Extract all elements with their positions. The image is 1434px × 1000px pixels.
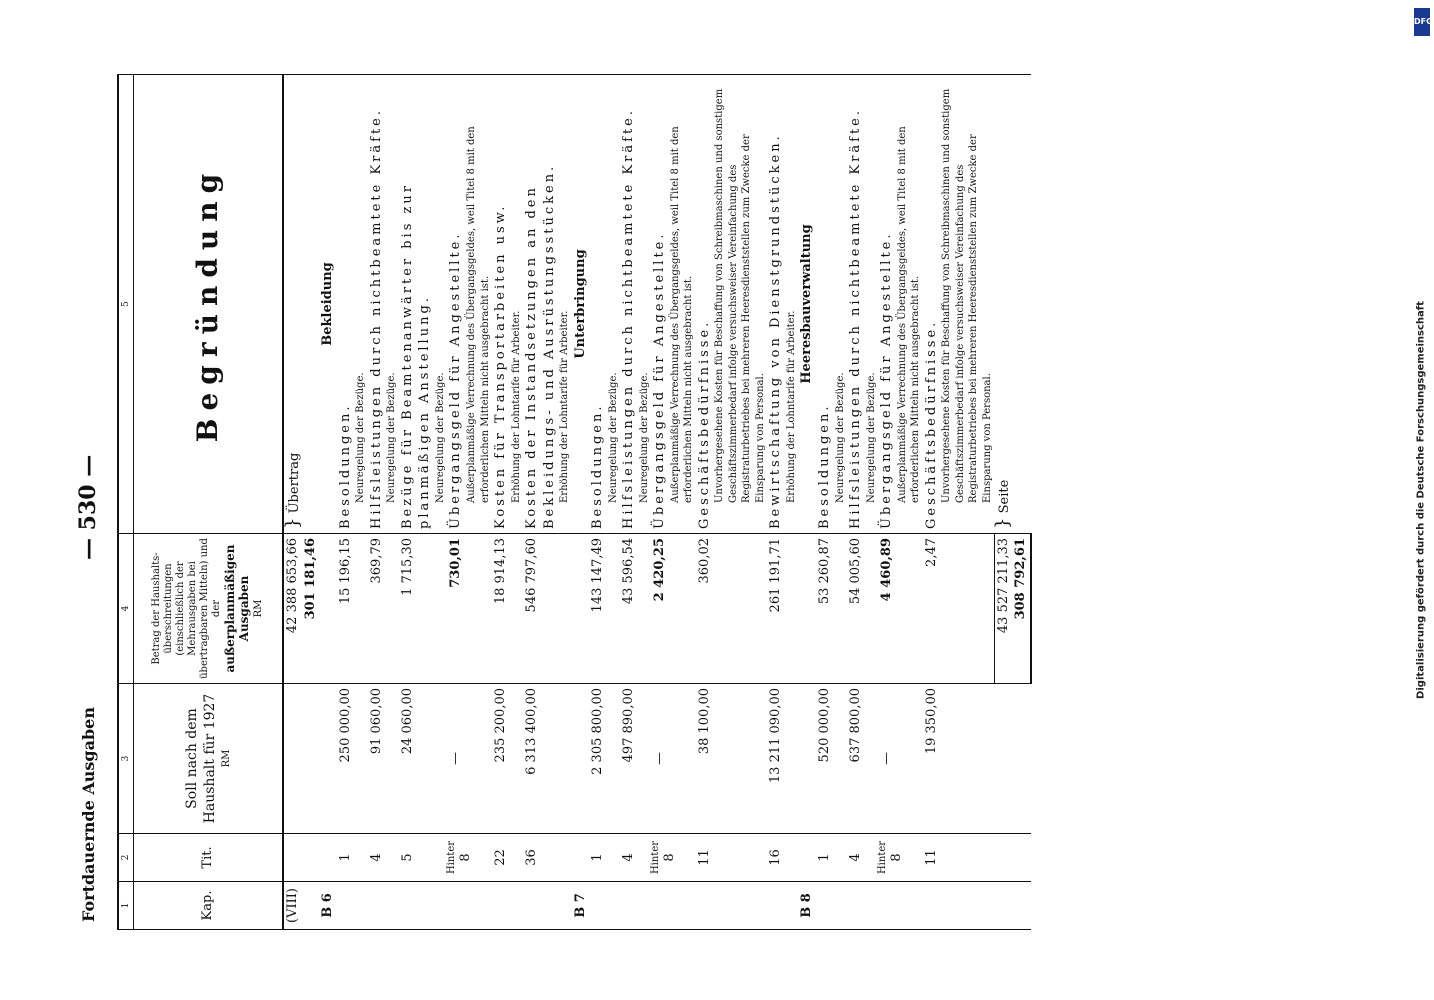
- row-text: Übergangsgeld für Angestellte.: [652, 231, 668, 529]
- text-cell: [847, 75, 878, 534]
- betrag-cell: 546 797,60: [523, 534, 572, 684]
- column-number: 3: [118, 684, 134, 834]
- text-cell: [523, 75, 572, 534]
- totals-row: [994, 75, 1031, 930]
- betrag-cell: [572, 534, 590, 684]
- header-kap-label: Kap.: [200, 890, 216, 921]
- header-soll: [134, 684, 284, 834]
- brace-icon: }: [282, 517, 304, 529]
- soll-cell: 497 890,00: [620, 684, 651, 834]
- text-cell: [994, 75, 1031, 534]
- betrag-value-bold: 301 181,46: [302, 538, 318, 620]
- tit-cell: 1: [589, 834, 620, 882]
- kap-cell: [651, 882, 696, 930]
- table-row: [337, 75, 368, 930]
- soll-cell: [798, 684, 816, 834]
- row-note: Außerplanmäßige Verrechnung des Übergangsgeldes, weil Titel 8 mit den erforderlichen Mitteln nicht ausgebracht ist.: [669, 126, 695, 503]
- betrag-cell: 2 420,25: [651, 534, 696, 684]
- section-heading: Bekleidung: [319, 75, 337, 534]
- betrag-cell: 143 147,49: [589, 534, 620, 684]
- betrag-cell: 2,47: [923, 534, 995, 684]
- row-note: Erhöhung der Lohntarife für Arbeiter.: [785, 310, 797, 503]
- hinter-label: Hinter: [446, 840, 458, 875]
- table-row: [696, 75, 768, 930]
- row-text: Geschäftsbedürfnisse.: [923, 319, 939, 529]
- table-row: [923, 75, 995, 930]
- kap-value: B 6: [320, 893, 336, 918]
- text-cell: [283, 75, 319, 534]
- table-row: [589, 75, 620, 930]
- page-header: [17, 50, 112, 950]
- header-betrag-label: Betrag der Haushalts-überschreitungen (einschließlich der Mehrausgaben bei übertragbaren Mitteln) und der: [151, 538, 222, 679]
- budget-table: [117, 74, 1032, 930]
- section-title: Fortdauernde Ausgaben: [79, 707, 98, 922]
- kap-value: B 7: [572, 893, 588, 918]
- header-betrag-label-bold: außerplanmäßigen Ausgaben: [223, 544, 252, 673]
- row-text: Hilfsleistungen durch nichtbeamtete Kräfte.: [621, 107, 637, 529]
- row-note: Neuregelung der Bezüge.: [386, 372, 398, 503]
- text-cell: [878, 75, 923, 534]
- header-kap: [134, 882, 284, 930]
- tit-cell: 5: [399, 834, 448, 882]
- header-soll-unit: RM: [221, 749, 233, 768]
- page-number: — 530 —: [75, 454, 101, 560]
- brace-icon: }: [992, 517, 1014, 529]
- header-begruendung-label: Begründung: [191, 165, 225, 443]
- kap-cell: (VIII): [283, 882, 319, 930]
- kap-cell: [816, 882, 847, 930]
- row-text: Geschäftsbedürfnisse.: [696, 319, 712, 529]
- soll-cell: 235 200,00: [492, 684, 523, 834]
- totals-text: Seite: [997, 479, 1013, 514]
- kap-cell: [368, 882, 399, 930]
- header-soll-label: Soll nach dem Haushalt für 1927: [183, 693, 219, 824]
- row-note: Unvorhergesehene Kosten für Beschaffung von Schreibmaschinen und sonstigem Geschäftszimmerbedarf infolge versuchsweiser Vereinfachung des Registraturbetriebes bei mehreren Heeresdienststellen zum Zwecke der Einsparung von Personal.: [714, 88, 766, 503]
- text-cell: [589, 75, 620, 534]
- credit-text: Digitalisierung gefördert durch die Deutsche Forschungsgemeinschaft: [1415, 301, 1427, 699]
- kap-cell: [696, 882, 768, 930]
- table-row: [878, 75, 923, 930]
- text-cell: [368, 75, 399, 534]
- betrag-cell: 54 005,60: [847, 534, 878, 684]
- dfg-logo: DFG: [1414, 8, 1430, 36]
- kap-cell: [620, 882, 651, 930]
- tit-cell: 22: [492, 834, 523, 882]
- table-row: [798, 75, 816, 930]
- digitization-credit: [1410, 10, 1432, 990]
- tit-value: 8: [889, 853, 905, 862]
- row-text: Kosten für Transportarbeiten usw.: [493, 203, 509, 529]
- header-begruendung: [134, 75, 284, 534]
- text-cell: [337, 75, 368, 534]
- betrag-cell: [319, 534, 337, 684]
- table-row: [620, 75, 651, 930]
- row-text: Bezüge für Beamtenanwärter bis zur planmäßigen Anstellung.: [399, 183, 433, 529]
- row-text: Kosten der Instandsetzungen an den Bekleidungs- und Ausrüstungsstücken.: [524, 163, 557, 529]
- table-row: [572, 75, 590, 930]
- row-text: Übergangsgeld für Angestellte.: [879, 231, 895, 529]
- row-note: Neuregelung der Bezüge.: [834, 372, 846, 503]
- row-text: Bewirtschaftung von Dienstgrundstücken.: [768, 133, 784, 529]
- column-number-row: [118, 75, 134, 930]
- betrag-cell: 730,01: [447, 534, 492, 684]
- row-text: Besoldungen.: [590, 403, 606, 529]
- tit-cell: [878, 834, 923, 882]
- betrag-cell: 261 191,71: [767, 534, 798, 684]
- tit-cell: [798, 834, 816, 882]
- soll-cell: 19 350,00: [923, 684, 995, 834]
- text-cell: [651, 75, 696, 534]
- kap-cell: [319, 882, 337, 930]
- kap-cell: [798, 882, 816, 930]
- betrag-cell: 43 596,54: [620, 534, 651, 684]
- row-text: Übergangsgeld für Angestellte.: [448, 231, 464, 529]
- text-cell: [399, 75, 448, 534]
- row-note: Neuregelung der Bezüge.: [607, 372, 619, 503]
- kap-cell: [572, 882, 590, 930]
- header-betrag-unit: RM: [252, 599, 264, 618]
- row-note: Außerplanmäßige Verrechnung des Übergangsgeldes, weil Titel 8 mit den erforderlichen Mitteln nicht ausgebracht ist.: [896, 126, 922, 503]
- tit-value: 8: [662, 853, 678, 862]
- document-page: [17, 50, 1417, 950]
- soll-cell: [319, 684, 337, 834]
- soll-cell: 91 060,00: [368, 684, 399, 834]
- text-cell: [923, 75, 995, 534]
- betrag-cell: 18 914,13: [492, 534, 523, 684]
- row-note: Neuregelung der Bezüge.: [865, 372, 877, 503]
- row-note: Erhöhung der Lohntarife für Arbeiter.: [559, 310, 571, 503]
- betrag-cell: 4 460,89: [878, 534, 923, 684]
- betrag-cell: [798, 534, 816, 684]
- soll-cell: —: [447, 684, 492, 834]
- kap-cell: [589, 882, 620, 930]
- row-text: Hilfsleistungen durch nichtbeamtete Kräfte.: [368, 107, 384, 529]
- text-cell: [620, 75, 651, 534]
- kap-cell: [492, 882, 523, 930]
- text-cell: [696, 75, 768, 534]
- soll-cell: —: [651, 684, 696, 834]
- betrag-cell: 53 260,87: [816, 534, 847, 684]
- header-betrag: [134, 534, 284, 684]
- soll-cell: 24 060,00: [399, 684, 448, 834]
- table-row: [492, 75, 523, 930]
- kap-cell: [878, 882, 923, 930]
- soll-cell: [572, 684, 590, 834]
- kap-cell: [523, 882, 572, 930]
- tit-cell: [572, 834, 590, 882]
- hinter-label: Hinter: [877, 840, 889, 875]
- row-note: Neuregelung der Bezüge.: [638, 372, 650, 503]
- header-tit: [134, 834, 284, 882]
- total-betrag-bold: 308 792,61: [1013, 538, 1029, 620]
- betrag-cell: 369,79: [368, 534, 399, 684]
- text-cell: [816, 75, 847, 534]
- tit-cell: 4: [847, 834, 878, 882]
- column-number: 4: [118, 534, 134, 684]
- hinter-label: Hinter: [650, 840, 662, 875]
- table-row: [368, 75, 399, 930]
- tit-cell: 11: [923, 834, 995, 882]
- tit-cell: [651, 834, 696, 882]
- soll-cell: 520 000,00: [816, 684, 847, 834]
- betrag-cell: [283, 534, 319, 684]
- soll-cell: 2 305 800,00: [589, 684, 620, 834]
- kap-cell: [994, 882, 1031, 930]
- table-row: [816, 75, 847, 930]
- tit-value: 8: [458, 853, 474, 862]
- tit-cell: [283, 834, 319, 882]
- table-row: [767, 75, 798, 930]
- header-tit-label: Tit.: [200, 846, 216, 869]
- table-row: [447, 75, 492, 930]
- table-row: [283, 75, 319, 930]
- tit-cell: 1: [816, 834, 847, 882]
- tit-cell: 36: [523, 834, 572, 882]
- tit-cell: 1: [337, 834, 368, 882]
- soll-cell: [994, 684, 1031, 834]
- betrag-cell: 360,02: [696, 534, 768, 684]
- text-cell: [767, 75, 798, 534]
- row-text: Hilfsleistungen durch nichtbeamtete Kräfte.: [848, 107, 864, 529]
- section-heading: Unterbringung: [572, 75, 590, 534]
- tit-cell: [994, 834, 1031, 882]
- table-row: [319, 75, 337, 930]
- kap-cell: [399, 882, 448, 930]
- row-note: Außerplanmäßige Verrechnung des Übergangsgeldes, weil Titel 8 mit den erforderlichen Mitteln nicht ausgebracht ist.: [466, 126, 491, 503]
- total-betrag-cell: [994, 534, 1031, 684]
- table-row: [523, 75, 572, 930]
- kap-cell: [767, 882, 798, 930]
- tit-cell: [319, 834, 337, 882]
- soll-cell: 637 800,00: [847, 684, 878, 834]
- row-text: Übertrag: [287, 452, 303, 514]
- total-betrag: 43 527 211,33: [995, 538, 1011, 634]
- text-cell: [492, 75, 523, 534]
- column-number: 2: [118, 834, 134, 882]
- table-row: [399, 75, 448, 930]
- text-cell: [447, 75, 492, 534]
- betrag-cell: 15 196,15: [337, 534, 368, 684]
- tit-cell: 16: [767, 834, 798, 882]
- row-note: Erhöhung der Lohntarife für Arbeiter.: [510, 310, 522, 503]
- soll-cell: 38 100,00: [696, 684, 768, 834]
- soll-cell: [283, 684, 319, 834]
- tit-cell: 11: [696, 834, 768, 882]
- kap-cell: [447, 882, 492, 930]
- tit-cell: [447, 834, 492, 882]
- row-note: Neuregelung der Bezüge.: [355, 372, 367, 503]
- table-row: [651, 75, 696, 930]
- row-text: Besoldungen.: [337, 403, 353, 529]
- column-number: 1: [118, 882, 134, 930]
- table-row: [847, 75, 878, 930]
- soll-cell: —: [878, 684, 923, 834]
- soll-cell: 6 313 400,00: [523, 684, 572, 834]
- kap-cell: [847, 882, 878, 930]
- betrag-cell: 1 715,30: [399, 534, 448, 684]
- tit-cell: 4: [620, 834, 651, 882]
- row-note: Unvorhergesehene Kosten für Beschaffung von Schreibmaschinen und sonstigem Geschäftszimmerbedarf infolge versuchsweiser Vereinfachung des Registraturbetriebes bei mehreren Heeresdienststellen zum Zwecke der Einsparung von Personal.: [941, 88, 993, 503]
- row-note: Neuregelung der Bezüge.: [434, 372, 446, 503]
- column-header-row: [134, 75, 284, 930]
- soll-cell: 250 000,00: [337, 684, 368, 834]
- section-heading: Heeresbauverwaltung: [798, 75, 816, 534]
- kap-value: B 8: [799, 893, 815, 918]
- kap-cell: [337, 882, 368, 930]
- row-text: Besoldungen.: [816, 403, 832, 529]
- betrag-value: 42 388 653,66: [285, 538, 301, 634]
- soll-cell: 13 211 090,00: [767, 684, 798, 834]
- column-number: 5: [118, 75, 134, 534]
- kap-cell: [923, 882, 995, 930]
- tit-cell: 4: [368, 834, 399, 882]
